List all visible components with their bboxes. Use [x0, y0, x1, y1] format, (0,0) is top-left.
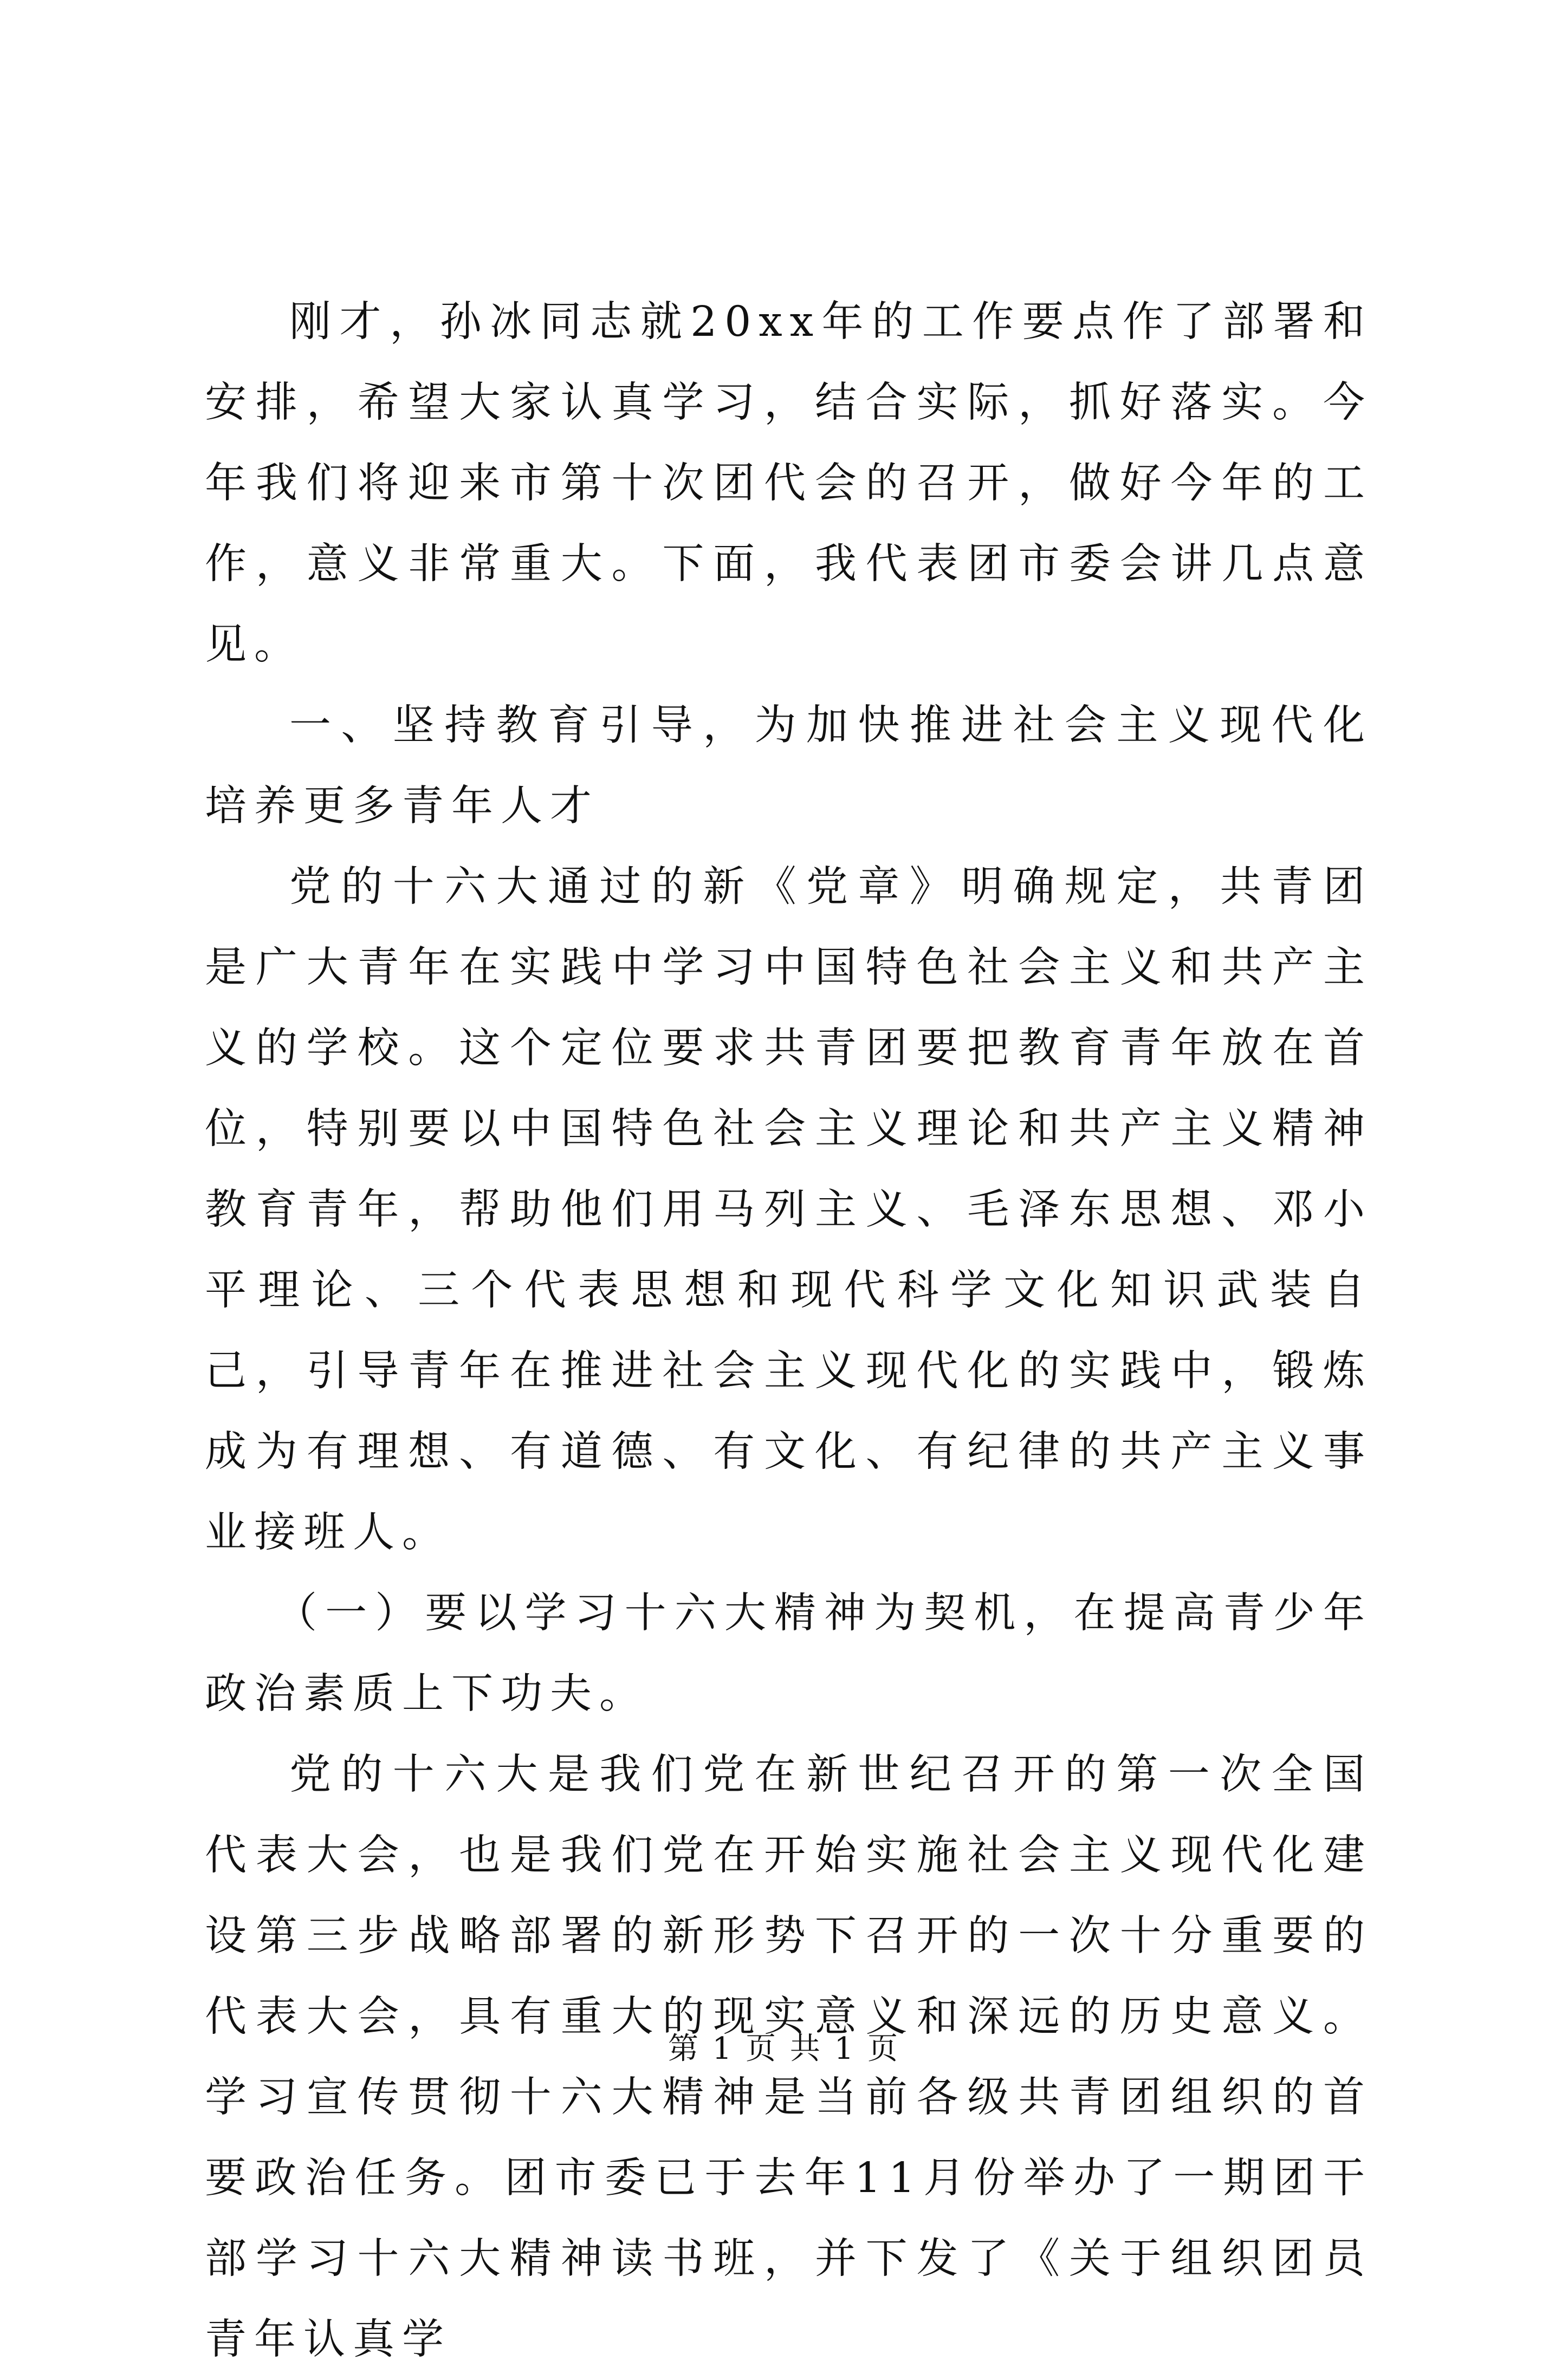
- paragraph-subsection-1: 党的十六大是我们党在新世纪召开的第一次全国代表大会，也是我们党在开始实施社会主义现代化建设第三步战略部署的新形势下召开的一次十分重要的代表大会，具有重大的现实意义和深远的历史意义。学习宣传贯彻十六大精神是当前各级共青团组织的首要政治任务。团市委已于去年11月份举办了一期团干部学习十六大精神读书班，并下发了《关于组织团员青年认真学: [205, 1751, 1372, 2364]
- page-number-footer: 第 1 页 共 1 页: [668, 2031, 900, 2066]
- paragraph-intro: 刚才，孙冰同志就20xx年的工作要点作了部署和安排，希望大家认真学习，结合实际，抓好落实。今年我们将迎来市第十次团代会的召开，做好今年的工作，意义非常重大。下面，我代表团市委会讲几点意见。: [205, 298, 1372, 669]
- paragraph-section-1: 党的十六大通过的新《党章》明确规定，共青团是广大青年在实践中学习中国特色社会主义和共产主义的学校。这个定位要求共青团要把教育青年放在首位，特别要以中国特色社会主义理论和共产主义精神教育青年，帮助他们用马列主义、毛泽东思想、邓小平理论、三个代表思想和现代科学文化知识武装自己，引导青年在推进社会主义现代化的实践中，锻炼成为有理想、有道德、有文化、有纪律的共产主义事业接班人。: [205, 863, 1372, 1557]
- subsection-heading-1: （一）要以学习十六大精神为契机，在提高青少年政治素质上下功夫。: [205, 1589, 1372, 1718]
- section-heading-1: 一、坚持教育引导，为加快推进社会主义现代化培养更多青年人才: [205, 701, 1372, 830]
